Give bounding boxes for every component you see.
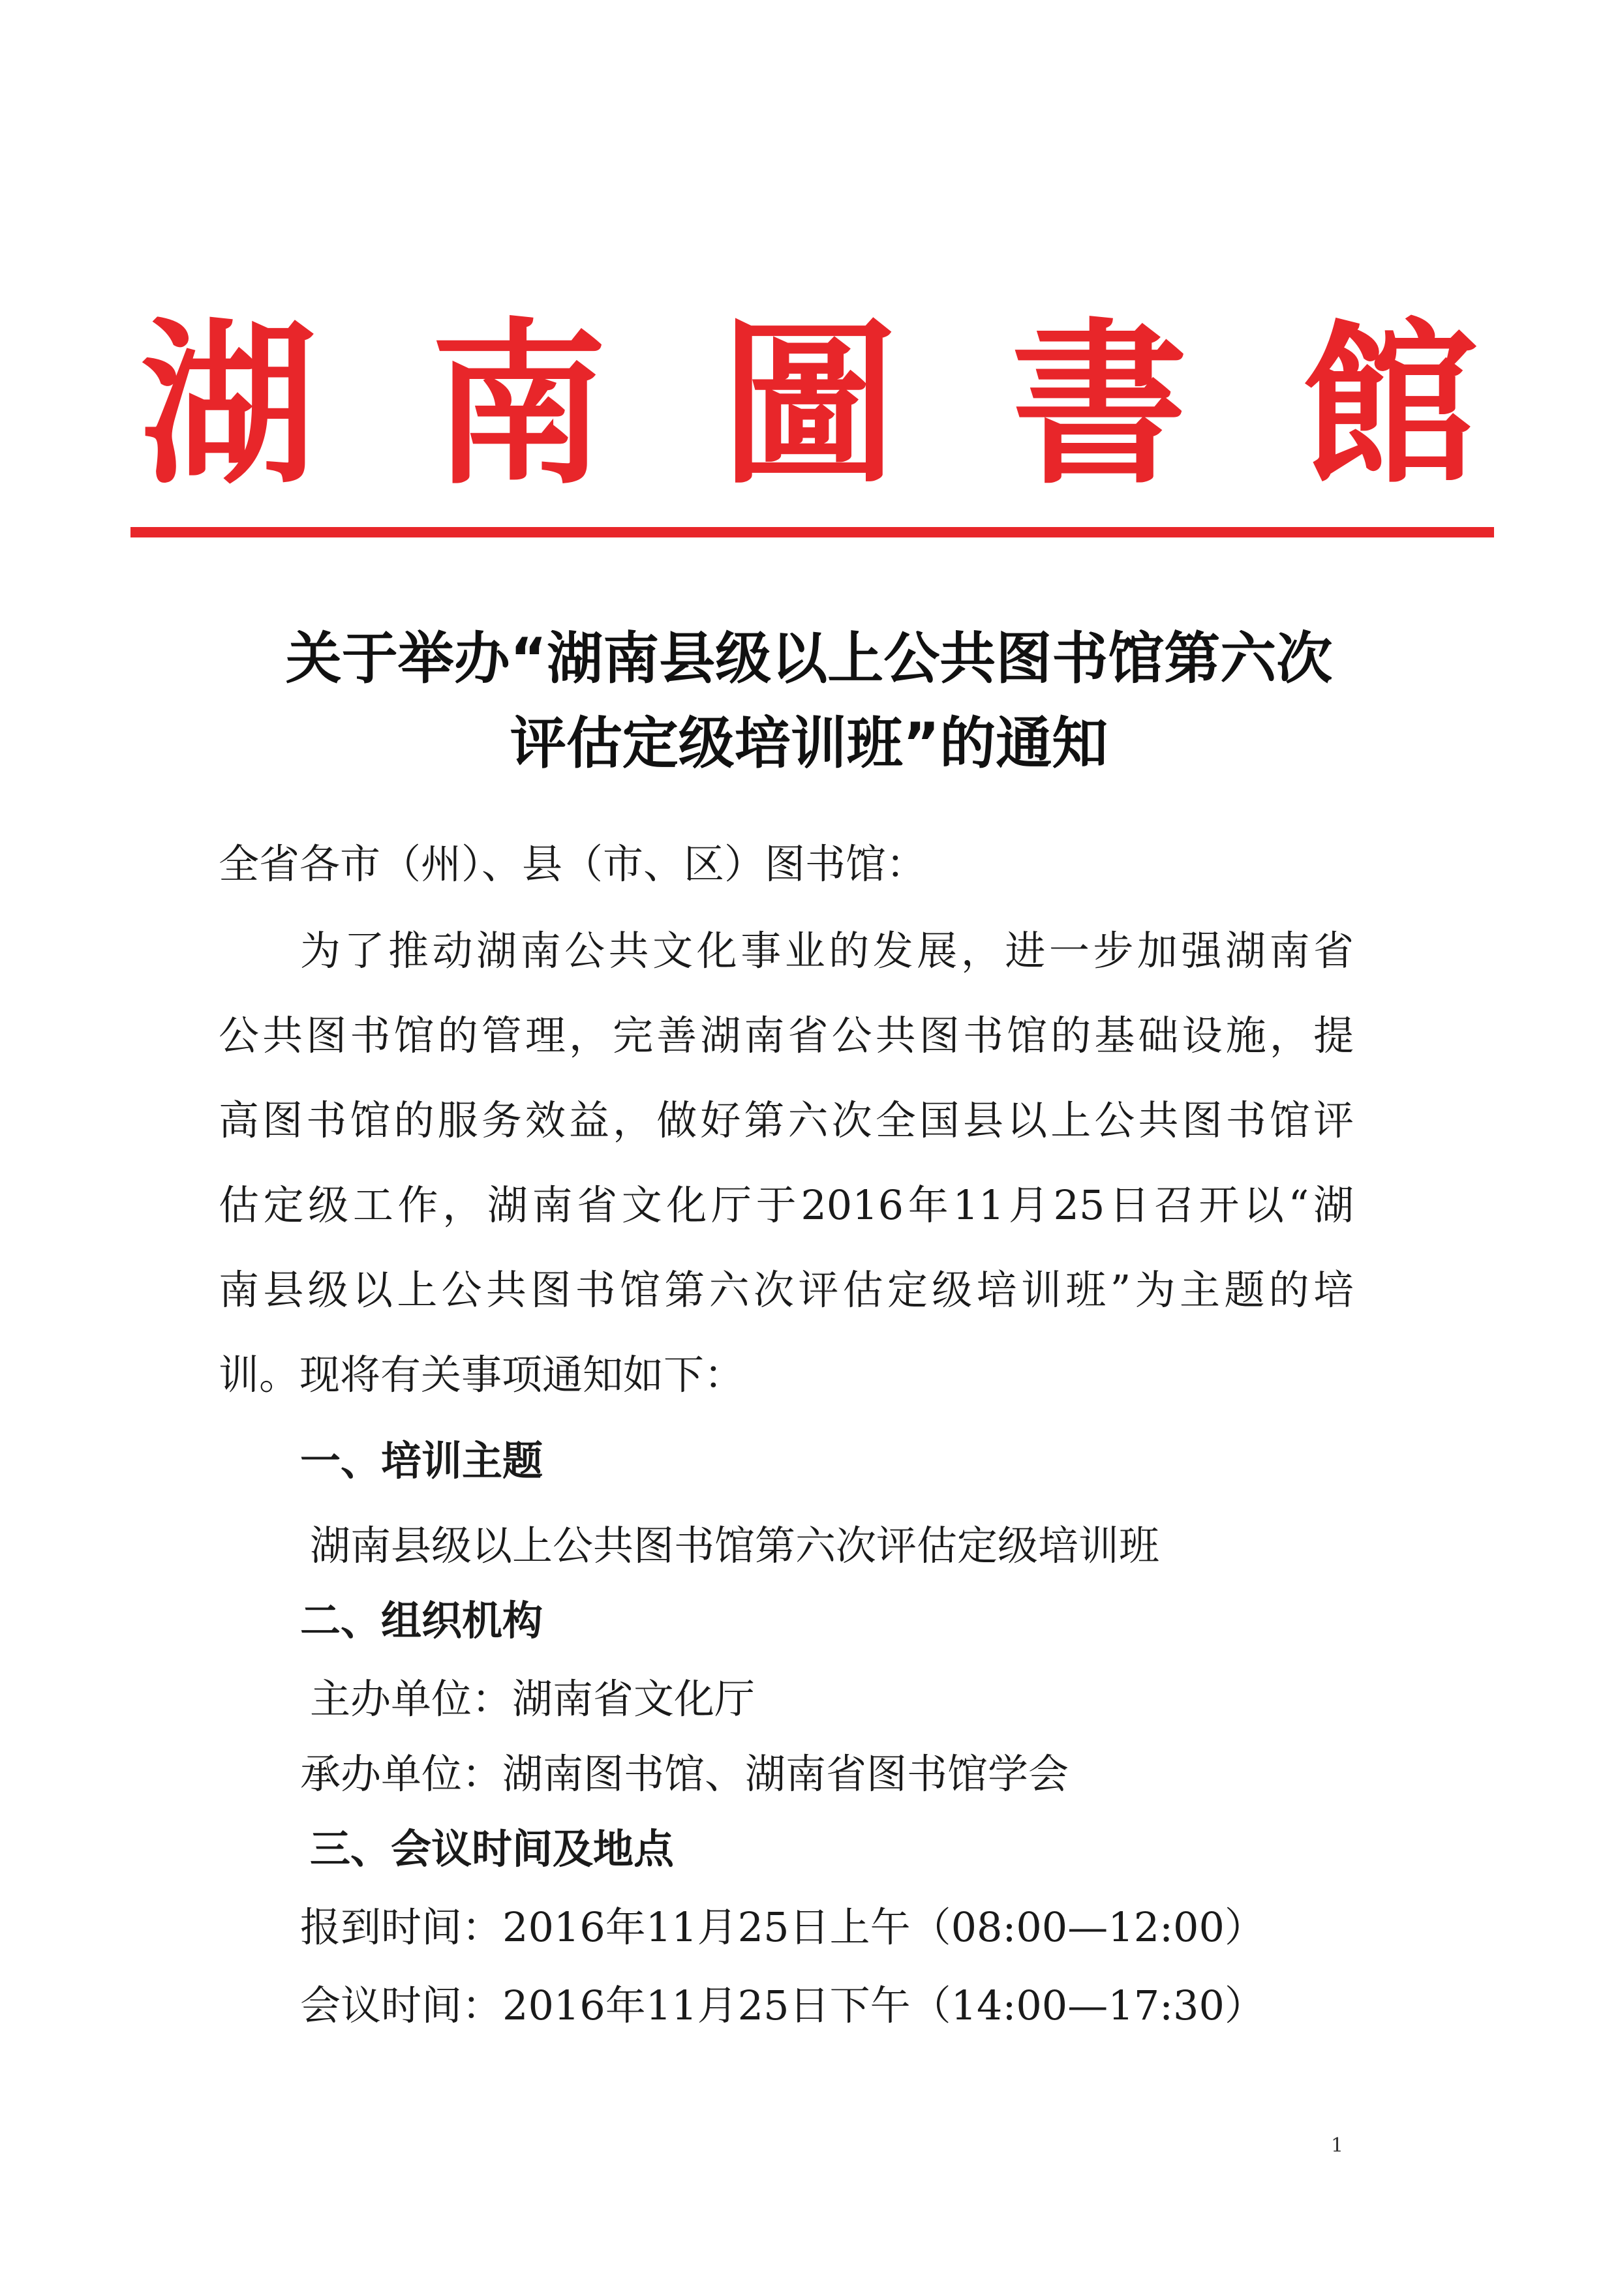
masthead-char: 圖	[721, 301, 897, 508]
masthead-divider	[130, 527, 1494, 537]
masthead-char: 湖	[140, 301, 316, 508]
masthead-char: 館	[1302, 301, 1478, 508]
intro-paragraph-line: 公共图书馆的管理，完善湖南省公共图书馆的基础设施，提	[219, 1012, 1354, 1059]
masthead-char: 南	[431, 301, 607, 508]
intro-paragraph-line: 高图书馆的服务效益，做好第六次全国县以上公共图书馆评	[219, 1096, 1354, 1144]
masthead-hunan-library	[130, 301, 1488, 508]
page-number: 1	[1331, 2134, 1344, 2157]
section-heading-organizers: 二、组织机构	[300, 1597, 543, 1644]
intro-paragraph-line: 训。现将有关事项通知如下：	[219, 1351, 745, 1398]
training-theme-text: 湖南县级以上公共图书馆第六次评估定级培训班	[310, 1522, 1160, 1569]
intro-paragraph-line: 估定级工作，湖南省文化厅于2016年11月25日召开以“湖	[219, 1181, 1354, 1229]
section-heading-training-theme: 一、培训主题	[300, 1437, 543, 1485]
checkin-time: 报到时间：2016年11月25日上午（08:00—12:00）	[300, 1903, 1265, 1951]
host-unit: 主办单位：湖南省文化厅	[310, 1675, 756, 1723]
organizer-unit: 承办单位：湖南图书馆、湖南省图书馆学会	[300, 1750, 1069, 1798]
intro-paragraph-line: 为了推动湖南公共文化事业的发展，进一步加强湖南省	[300, 927, 1354, 974]
document-title-line-2: 评估定级培训班”的通知	[510, 711, 1108, 776]
intro-paragraph-line: 南县级以上公共图书馆第六次评估定级培训班”为主题的培	[219, 1266, 1354, 1314]
salutation: 全省各市（州）、县（市、区）图书馆：	[219, 840, 927, 888]
document-title-line-1: 关于举办“湖南县级以上公共图书馆第六次	[285, 626, 1333, 691]
meeting-time: 会议时间：2016年11月25日下午（14:00—17:30）	[300, 1982, 1265, 2029]
masthead-char: 書	[1011, 301, 1187, 508]
section-heading-time-place: 三、会议时间及地点	[310, 1825, 675, 1873]
